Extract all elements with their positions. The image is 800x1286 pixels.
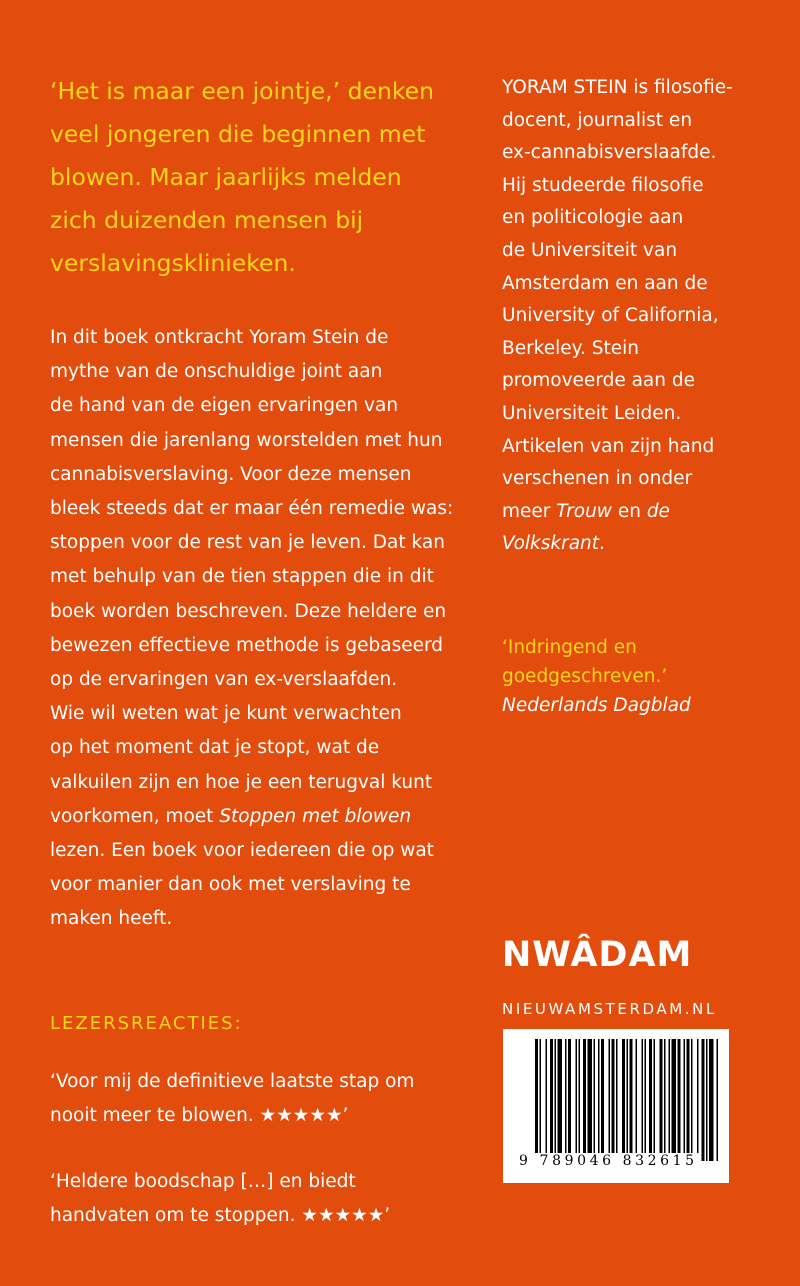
description-line: stoppen voor de rest van je leven. Dat kan bbox=[50, 532, 445, 554]
bio-line bbox=[502, 528, 752, 561]
description-line: Wie wil weten wat je kunt verwachten bbox=[50, 703, 402, 725]
quote-source: Nederlands Dagblad bbox=[502, 694, 691, 716]
barcode-bar bbox=[546, 1039, 548, 1161]
barcode-bar bbox=[664, 1039, 666, 1161]
reader-review bbox=[50, 1165, 470, 1233]
isbn-number: 9 789046 832615 bbox=[519, 1153, 698, 1169]
barcode-bar bbox=[565, 1039, 567, 1161]
barcode-bar bbox=[540, 1039, 542, 1161]
barcode-bar bbox=[594, 1039, 596, 1161]
description-line: met behulp van de tien stappen die in dit bbox=[50, 566, 434, 588]
barcode-bar bbox=[654, 1039, 656, 1161]
author-bio bbox=[502, 72, 752, 561]
description-line: op de ervaringen van ex-verslaafden. bbox=[50, 669, 398, 691]
newspaper-title: Volkskrant bbox=[502, 533, 600, 555]
barcode-bar bbox=[636, 1039, 638, 1161]
description-line: bewezen effectieve methode is gebaseerd bbox=[50, 634, 443, 656]
review-line: ‘Heldere boodschap […] en biedt bbox=[50, 1170, 356, 1192]
bio-line: University of California, bbox=[502, 305, 719, 327]
review-line: ‘Voor mij de definitieve laatste stap om bbox=[50, 1070, 415, 1092]
lead-quote bbox=[50, 70, 470, 285]
bio-line bbox=[502, 496, 752, 529]
barcode-bar bbox=[706, 1039, 708, 1161]
barcode-bar bbox=[579, 1039, 581, 1161]
lead-line: ‘Het is maar een jointje,’ denken bbox=[50, 77, 434, 105]
description-line: mensen die jarenlang worstelden met hun bbox=[50, 429, 443, 451]
barcode-bar bbox=[709, 1039, 714, 1161]
barcode-bar bbox=[588, 1039, 593, 1161]
newspaper-title: Trouw bbox=[556, 500, 612, 522]
right-column bbox=[502, 72, 752, 720]
barcode-bar bbox=[697, 1039, 699, 1161]
description-line: bleek steeds dat er maar één remedie was: bbox=[50, 498, 454, 520]
barcode-bar bbox=[702, 1039, 705, 1161]
barcode-bar bbox=[550, 1039, 553, 1161]
reader-reactions-heading: LEZERSREACTIES: bbox=[50, 1012, 243, 1034]
newspaper-title: de bbox=[646, 500, 670, 522]
description-line bbox=[50, 800, 470, 834]
barcode-bar bbox=[612, 1039, 615, 1161]
barcode-bar bbox=[684, 1039, 686, 1161]
barcode-bar bbox=[660, 1039, 663, 1161]
review-line: nooit meer te blowen. ★★★★★’ bbox=[50, 1104, 349, 1126]
bio-line: Amsterdam en aan de bbox=[502, 272, 708, 294]
barcode-bar bbox=[576, 1039, 578, 1161]
description-line: mythe van de onschuldige joint aan bbox=[50, 361, 383, 383]
barcode-bar bbox=[616, 1039, 618, 1161]
description-line: voor manier dan ook met verslaving te bbox=[50, 874, 411, 896]
barcode-bar bbox=[558, 1039, 563, 1161]
bio-line: Hij studeerde filosofie bbox=[502, 174, 704, 196]
description-line: In dit boek ontkracht Yoram Stein de bbox=[50, 327, 389, 348]
barcode-bar bbox=[601, 1039, 604, 1161]
bio-line: Universiteit Leiden. bbox=[502, 402, 682, 424]
description-line: maken heeft. bbox=[50, 908, 173, 930]
bio-line bbox=[502, 72, 752, 105]
barcode-bar bbox=[598, 1039, 600, 1161]
bio-text: en bbox=[611, 500, 647, 522]
barcode-bar bbox=[649, 1039, 652, 1161]
quote-line: ‘Indringend en bbox=[502, 636, 637, 658]
description-line: de hand van de eigen ervaringen van bbox=[50, 395, 399, 417]
barcode-bar bbox=[669, 1039, 671, 1161]
review-line: handvaten om te stoppen. ★★★★★’ bbox=[50, 1204, 391, 1226]
bio-line: Berkeley. Stein bbox=[502, 337, 639, 359]
barcode-bar bbox=[672, 1039, 677, 1161]
barcode-bar bbox=[583, 1039, 586, 1161]
bio-text: meer bbox=[502, 500, 557, 522]
barcode-bar bbox=[645, 1039, 647, 1161]
barcode-bar bbox=[630, 1039, 633, 1161]
description-line: cannabisverslaving. Voor deze mensen bbox=[50, 463, 412, 485]
barcode-bar bbox=[535, 1039, 538, 1161]
press-quote bbox=[502, 633, 752, 720]
barcode-bar bbox=[627, 1039, 629, 1161]
barcode-bar bbox=[691, 1039, 693, 1161]
bio-line: en politicologie aan bbox=[502, 207, 684, 229]
description-line: boek worden beschreven. Deze heldere en bbox=[50, 600, 447, 622]
bio-line: promoveerde aan de bbox=[502, 370, 696, 392]
barcode-bar bbox=[717, 1039, 719, 1161]
lead-line: zich duizenden mensen bij bbox=[50, 206, 364, 234]
bio-line: de Universiteit van bbox=[502, 239, 678, 261]
quote-line: goedgeschreven.’ bbox=[502, 665, 668, 687]
publisher-logo: NWÂDAM bbox=[502, 935, 693, 975]
description-line: op het moment dat je stopt, wat de bbox=[50, 737, 380, 759]
barcode-bar bbox=[609, 1039, 611, 1161]
book-title: Stoppen met blowen bbox=[219, 805, 412, 827]
bio-line: Artikelen van zijn hand bbox=[502, 435, 715, 457]
reader-review bbox=[50, 1065, 470, 1133]
barcode-bar bbox=[687, 1039, 690, 1161]
isbn-barcode bbox=[503, 1029, 729, 1183]
lead-line: verslavingsklinieken. bbox=[50, 249, 296, 277]
barcode-bar bbox=[568, 1039, 571, 1161]
barcode-bar bbox=[642, 1039, 644, 1161]
barcode-bar bbox=[622, 1039, 625, 1161]
description-line: lezen. Een boek voor iedereen die op wat bbox=[50, 840, 434, 862]
description-line: valkuilen zijn en hoe je een terugval kunt bbox=[50, 771, 433, 793]
publisher-website: NIEUWAMSTERDAM.NL bbox=[502, 1000, 717, 1018]
lead-line: blowen. Maar jaarlijks melden bbox=[50, 163, 402, 191]
barcode-bar bbox=[555, 1039, 557, 1161]
bio-line: docent, journalist en bbox=[502, 109, 693, 131]
bio-line: verschenen in onder bbox=[502, 468, 693, 490]
lead-line: veel jongeren die beginnen met bbox=[50, 120, 426, 148]
left-column bbox=[50, 70, 470, 1233]
description-text: voorkomen, moet bbox=[50, 805, 220, 827]
bio-line: ex-cannabisverslaafde. bbox=[502, 142, 717, 164]
author-name: YORAM STEIN bbox=[502, 77, 628, 98]
barcode-bar bbox=[678, 1039, 681, 1161]
bio-text: is filosofie- bbox=[627, 77, 733, 98]
bio-text: . bbox=[599, 533, 605, 555]
book-description bbox=[50, 321, 470, 937]
